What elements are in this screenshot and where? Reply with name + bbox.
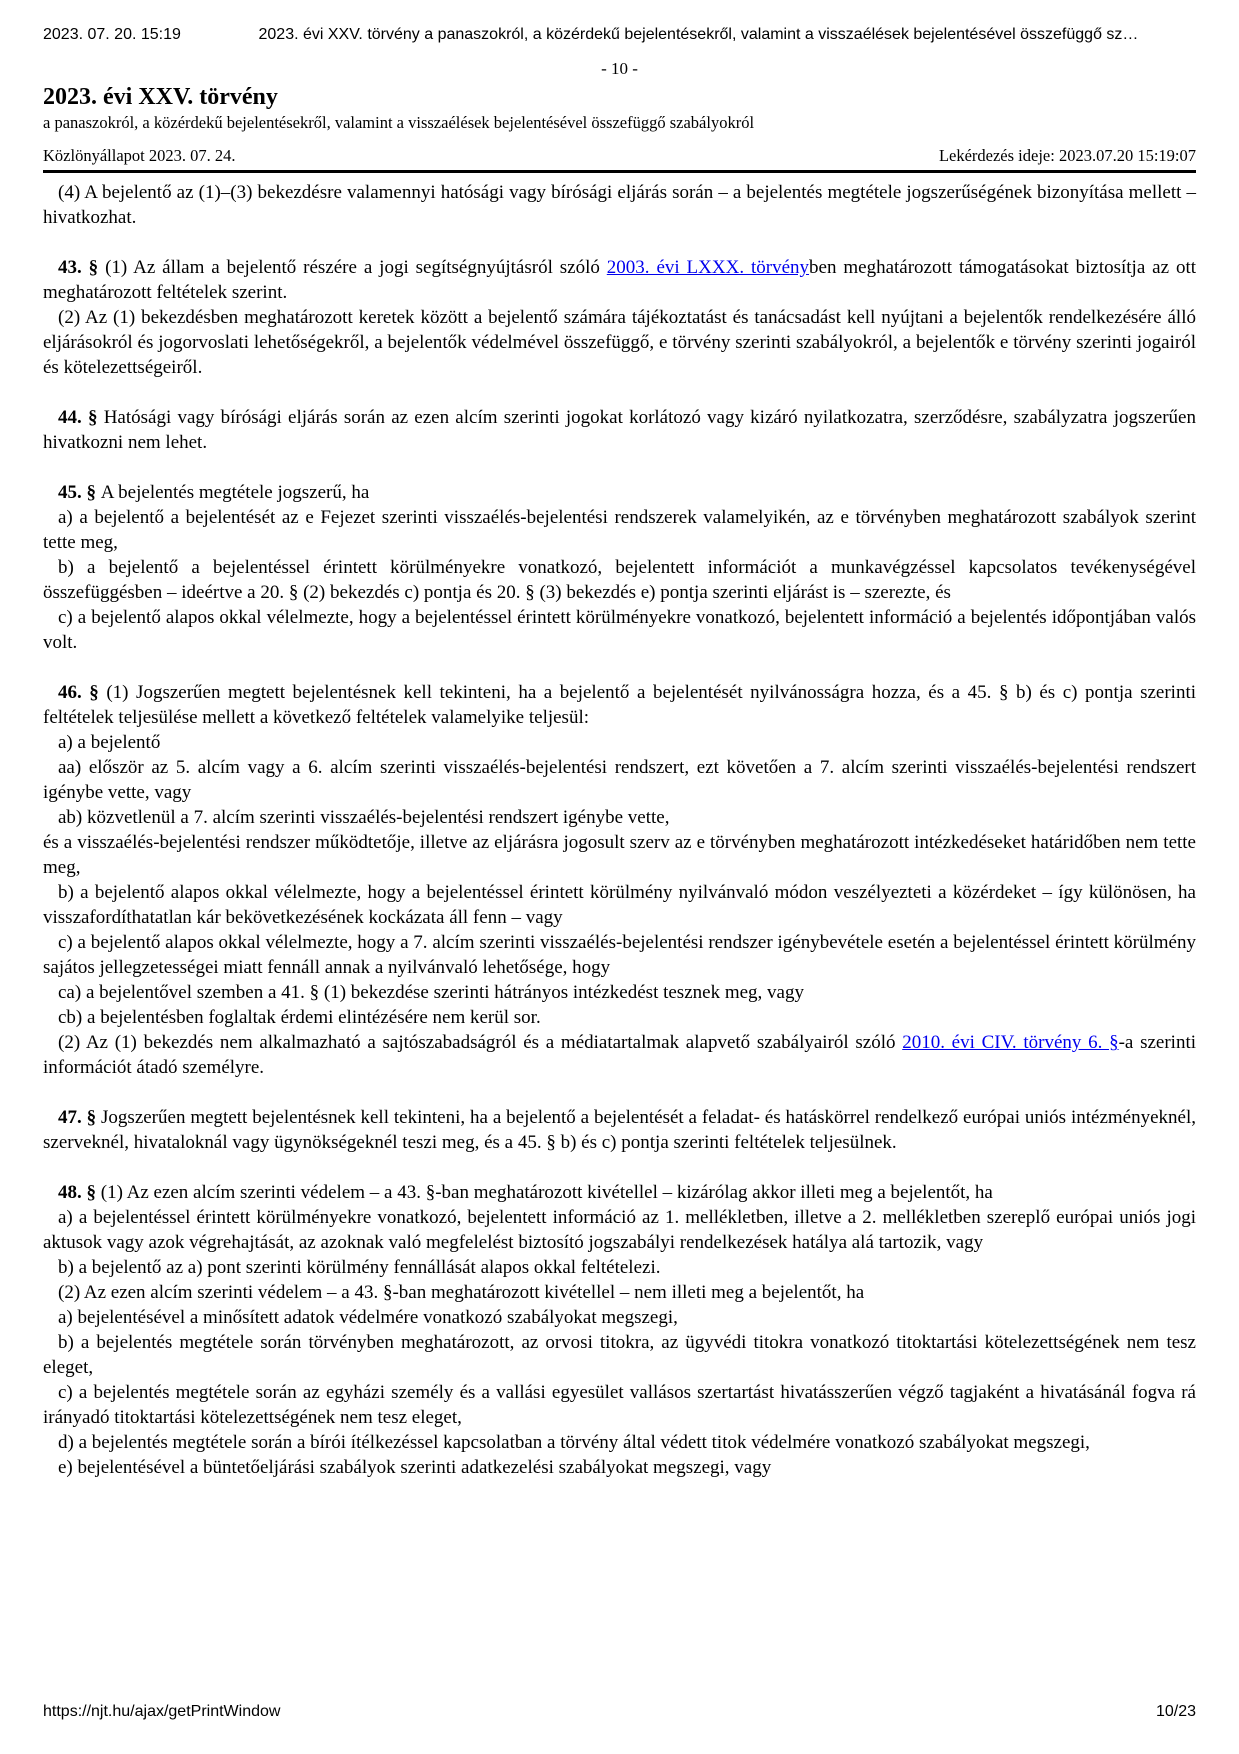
paragraph-text: c) a bejelentő alapos okkal vélelmezte, hogy a bejelentéssel érintett körülményekre vonatkozó, bejelentett információ a bejelentés időpontjában valós volt. — [43, 607, 1196, 654]
paragraph — [43, 255, 1196, 305]
browser-print-footer — [43, 1703, 1196, 1721]
section-number: 46. § — [58, 682, 107, 704]
paragraph-text: d) a bejelentés megtétele során a bírói ítélkezéssel kapcsolatban a törvény által védett titok védelmére vonatkozó szabályokat megszegi, — [58, 1432, 1090, 1454]
law-subtitle: a panaszokról, a közérdekű bejelentésekről, valamint a visszaélések bejelentésével összefüggő szabályokról — [43, 113, 755, 133]
paragraph-text: ca) a bejelentővel szemben a 41. § (1) bekezdése szerinti hátrányos intézkedést tesznek meg, vagy — [58, 982, 804, 1004]
paragraph — [43, 1005, 1196, 1030]
paragraph-text: Hatósági vagy bírósági eljárás során az ezen alcím szerinti jogokat korlátozó vagy kizáró nyilatkozatra, szerződésre, szabályzatra jogszerűen hivatkozni nem lehet. — [43, 407, 1196, 454]
paragraph — [43, 605, 1196, 655]
paragraph-text: A bejelentés megtétele jogszerű, ha — [100, 482, 370, 504]
header-divider — [43, 170, 1196, 173]
paragraph — [43, 755, 1196, 805]
paragraph-text: b) a bejelentő az a) pont szerinti körülmény fennállását alapos okkal feltételezi. — [58, 1257, 661, 1279]
print-header-title: 2023. évi XXV. törvény a panaszokról, a közérdekű bejelentésekről, valamint a visszaélések bejelentésével összefüggő sz… — [258, 26, 1139, 43]
print-footer-url: https://njt.hu/ajax/getPrintWindow — [43, 1703, 281, 1720]
law-reference-link[interactable]: 2010. évi CIV. törvény 6. § — [902, 1032, 1119, 1054]
paragraph-text: b) a bejelentés megtétele során törvényben meghatározott, az orvosi titokra, az ügyvédi titokra vonatkozó titoktartási kötelezettségének nem tesz eleget, — [43, 1332, 1196, 1379]
paragraph-text: (1) Jogszerűen megtett bejelentésnek kell tekinteni, ha a bejelentő a bejelentését nyilvánosságra hozza, és a 45. § b) és c) pontja szerinti feltételek teljesülése mellett a következő feltételek valamelyike teljesül: — [43, 682, 1197, 729]
paragraph-text: (1) Az ezen alcím szerinti védelem – a 43. §-ban meghatározott kivétellel – kizárólag akkor illeti meg a bejelentőt, ha — [100, 1182, 993, 1204]
paragraph-text: e) bejelentésével a büntetőeljárási szabályok szerinti adatkezelési szabályokat megszegi, vagy — [58, 1457, 772, 1479]
paragraph-text: -a szerinti információt átadó személyre. — [43, 1032, 1196, 1079]
paragraph-text: c) a bejelentés megtétele során az egyházi személy és a vallási egyesület vallásos szertartást hivatásszerűen végző tagjaként a hivatásánál fogva rá irányadó titoktartási kötelezettségének nem tesz eleget, — [43, 1382, 1196, 1429]
paragraph — [43, 1455, 1196, 1480]
paragraph — [43, 480, 1196, 505]
section-number: 44. § — [58, 407, 104, 429]
paragraph-text: és a visszaélés-bejelentési rendszer működtetője, illetve az eljárásra jogosult szerv az e törvényben meghatározott intézkedéseket határidőben nem tette meg, — [43, 832, 1196, 879]
paragraph-text: aa) először az 5. alcím vagy a 6. alcím szerinti visszaélés-bejelentési rendszert, ezt követően a 7. alcím szerinti visszaélés-bejelentési rendszert igénybe vette, vagy — [43, 757, 1196, 804]
paragraph-text: a) a bejelentő — [58, 732, 161, 754]
paragraph — [43, 1430, 1196, 1455]
paragraph-text: Jogszerűen megtett bejelentésnek kell tekinteni, ha a bejelentő a bejelentését a feladat- és hatáskörrel rendelkező európai uniós intézményeknél, szerveknél, hivataloknál vagy ügynökségeknél teszi meg, és a 45. § b) és c) pontja szerinti feltételek teljesülnek. — [43, 1107, 1196, 1154]
paragraph — [43, 1255, 1196, 1280]
paragraph-text: cb) a bejelentésben foglaltak érdemi elintézésére nem kerül sor. — [58, 1007, 541, 1029]
paragraph-text: ben meghatározott támogatásokat biztosítja az ott meghatározott feltételek szerint. — [43, 257, 1196, 304]
paragraph — [43, 555, 1196, 605]
paragraph — [43, 305, 1196, 380]
section-number: 45. § — [58, 482, 101, 504]
paragraph-text: a) bejelentésével a minősített adatok védelmére vonatkozó szabályokat megszegi, — [58, 1307, 678, 1329]
paragraph-text: (1) Az állam a bejelentő részére a jogi segítségnyújtásról szóló — [105, 257, 607, 279]
browser-print-header — [43, 0, 1196, 44]
paragraph-text: a) a bejelentéssel érintett körülményekre vonatkozó, bejelentett információ az 1. mellékletben, illetve a 2. mellékletben szereplő európai uniós jogi aktusok vagy azok végrehajtását, az azoknak való megfelelést biztosító jogszabályi rendelkezések hatálya alá tartozik, vagy — [43, 1207, 1196, 1254]
paragraph-text: a) a bejelentő a bejelentését az e Fejezet szerinti visszaélés-bejelentési rendszerek valamelyikén, az e törvényben meghatározott szabályok szerint tette meg, — [43, 507, 1196, 554]
paragraph-text: b) a bejelentő alapos okkal vélelmezte, hogy a bejelentéssel érintett körülmény nyilvánvaló módon veszélyezteti a közérdeket – így különösen, ha visszafordíthatatlan kár bekövetkezésének kockázata áll fenn – vagy — [43, 882, 1196, 929]
paragraph — [43, 880, 1196, 930]
paragraph — [43, 805, 1196, 830]
law-body — [43, 180, 1196, 1480]
paragraph — [43, 1280, 1196, 1305]
paragraph — [43, 1305, 1196, 1330]
paragraph — [43, 730, 1196, 755]
print-footer-page: 10/23 — [1155, 1703, 1196, 1720]
paragraph — [43, 1030, 1196, 1080]
paragraph — [43, 505, 1196, 555]
paragraph — [43, 830, 1196, 880]
document-meta-row — [43, 146, 1196, 166]
section-number: 43. § — [58, 257, 106, 279]
law-reference-link[interactable]: 2003. évi LXXX. törvény — [606, 257, 810, 279]
paragraph-text: (2) Az ezen alcím szerinti védelem – a 43. §-ban meghatározott kivétellel – nem illeti meg a bejelentőt, ha — [58, 1282, 865, 1304]
law-title: 2023. évi XXV. törvény — [43, 84, 278, 110]
gazette-state-label: Közlönyállapot 2023. 07. 24. — [43, 146, 236, 166]
paragraph-text: (2) Az (1) bekezdésben meghatározott keretek között a bejelentő számára tájékoztatást és tanácsadást kell nyújtani a bejelentők rendelkezésére álló eljárásokról és jogorvoslati lehetőségekről, a bejelentők védelmével összefüggő, e törvény szerinti szabályokról, a bejelentők e törvény szerinti jogairól és kötelezettségeiről. — [43, 307, 1196, 379]
query-time-label: Lekérdezés ideje: 2023.07.20 15:19:07 — [938, 146, 1196, 166]
paragraph — [43, 1105, 1196, 1155]
paragraph-text: ab) közvetlenül a 7. alcím szerinti visszaélés-bejelentési rendszert igénybe vette, — [58, 807, 670, 829]
paragraph — [43, 1205, 1196, 1255]
paragraph — [43, 680, 1196, 730]
section-number: 47. § — [58, 1107, 102, 1129]
print-header-datetime: 2023. 07. 20. 15:19 — [43, 26, 181, 43]
paragraph — [43, 405, 1196, 455]
paragraph — [43, 980, 1196, 1005]
section-number: 48. § — [58, 1182, 101, 1204]
paragraph-text: c) a bejelentő alapos okkal vélelmezte, hogy a 7. alcím szerinti visszaélés-bejelentési rendszer igénybevétele esetén a bejelentéssel érintett körülmény sajátos jellegzetességei miatt fennáll annak a nyilvánvaló lehetősége, hogy — [43, 932, 1196, 979]
paragraph — [43, 180, 1196, 230]
paragraph — [43, 930, 1196, 980]
paragraph-text: (2) Az (1) bekezdés nem alkalmazható a sajtószabadságról és a médiatartalmak alapvető szabályairól szóló — [58, 1032, 903, 1054]
paragraph — [43, 1380, 1196, 1430]
paragraph — [43, 1330, 1196, 1380]
paragraph-text: b) a bejelentő a bejelentéssel érintett körülményekre vonatkozó, bejelentett információt a munkavégzéssel kapcsolatos tevékenységével összefüggésben – ideértve a 20. § (2) bekezdés c) pontja és 20. § (3) bekezdés e) pontja szerinti eljárást is – szerezte, és — [43, 557, 1196, 604]
paragraph-text: (4) A bejelentő az (1)–(3) bekezdésre valamennyi hatósági vagy bírósági eljárás során – a bejelentés megtétele jogszerűségének bizonyítása mellett – hivatkozhat. — [43, 182, 1196, 229]
page-number-marker: - 10 - — [601, 59, 638, 78]
paragraph — [43, 1180, 1196, 1205]
